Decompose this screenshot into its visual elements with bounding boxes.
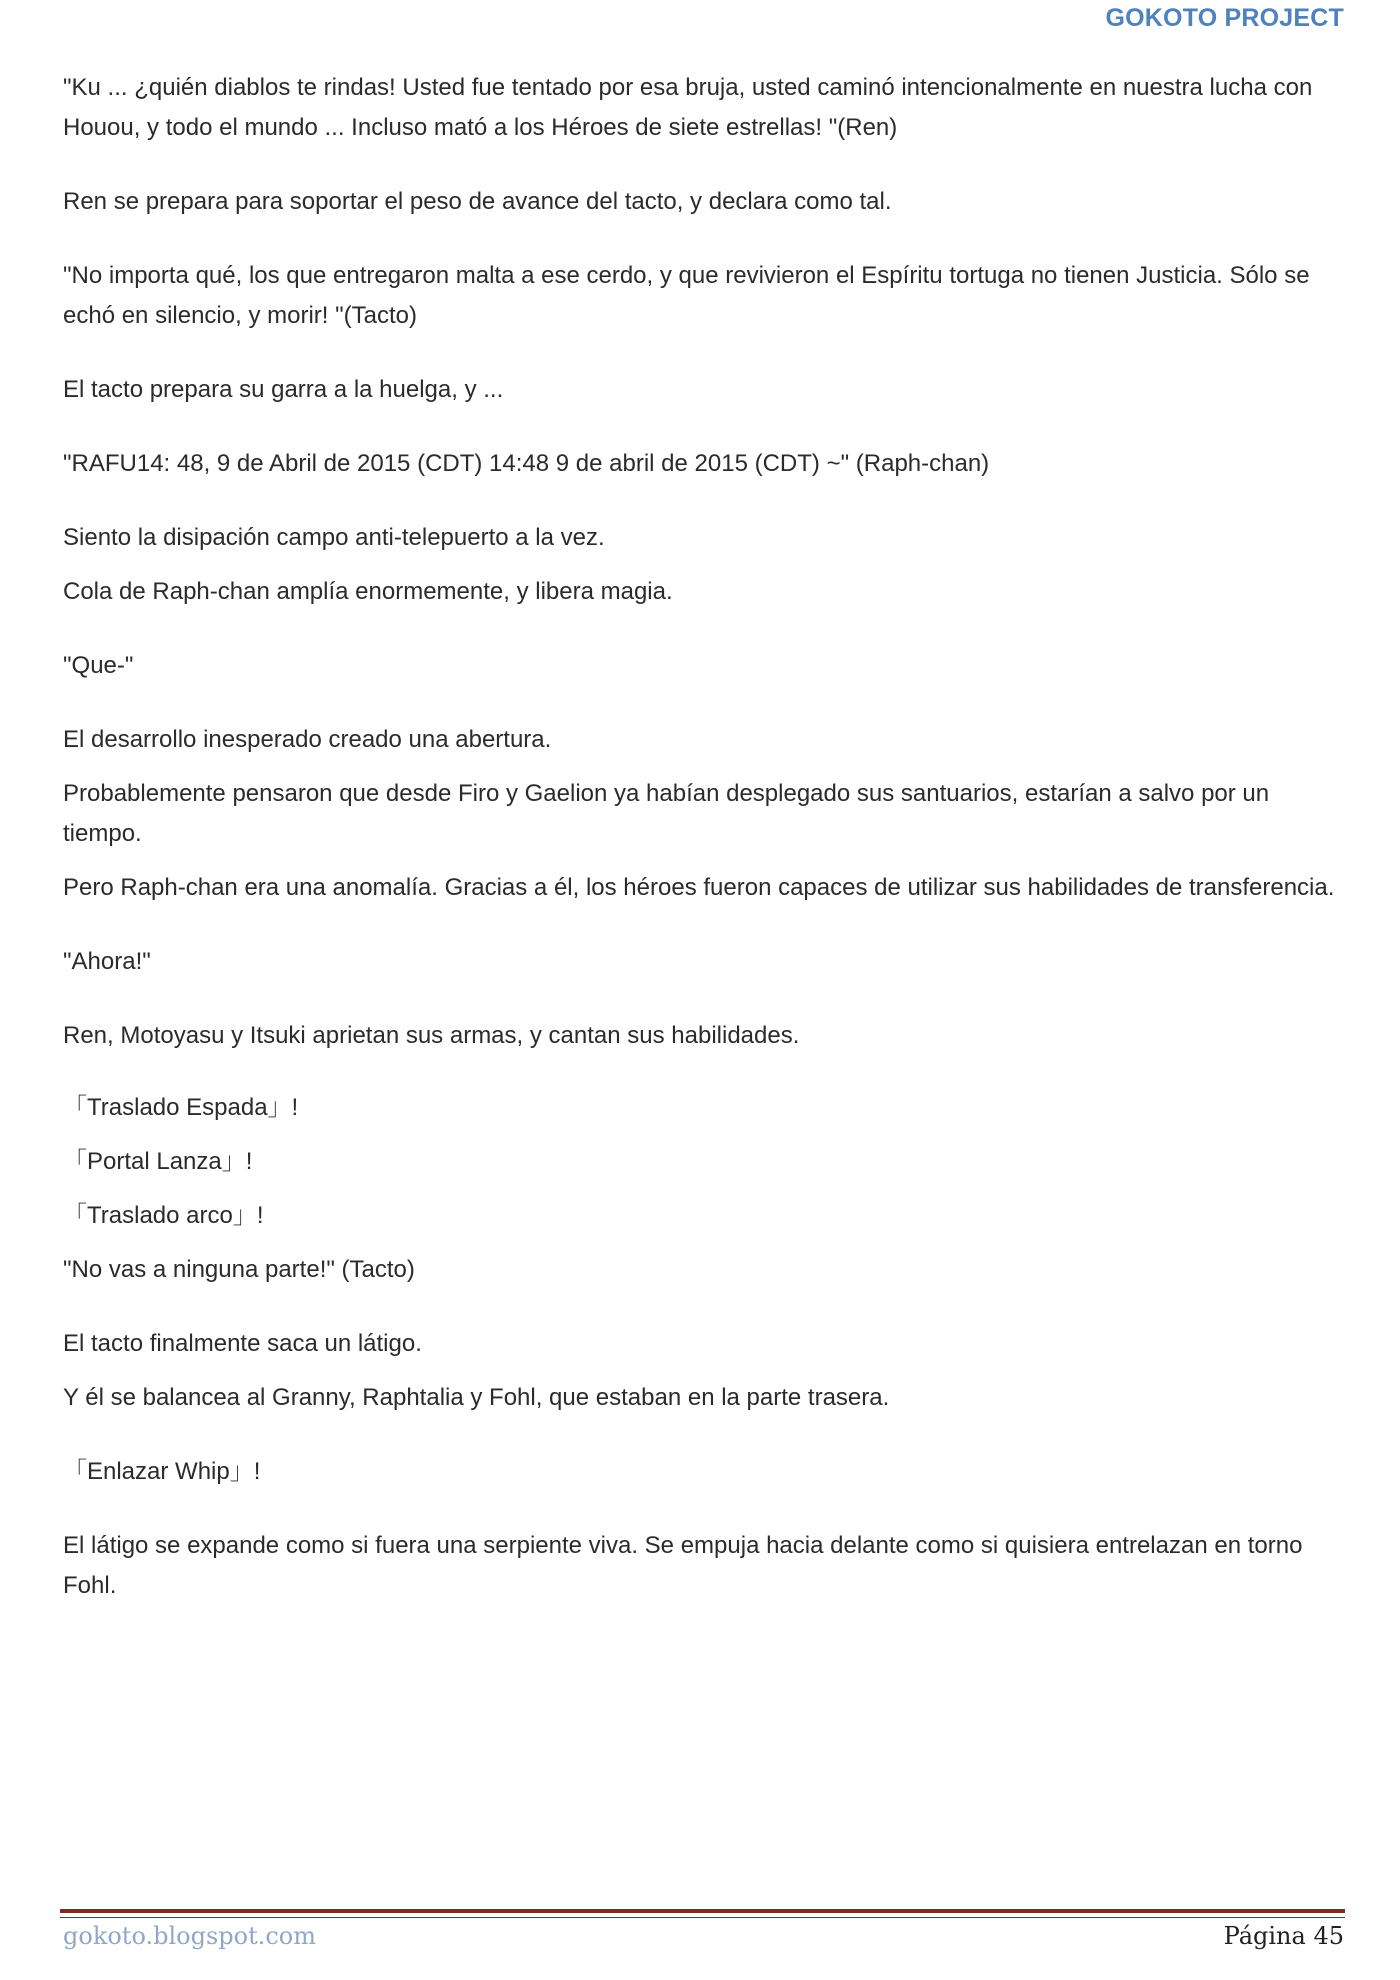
skill-line: 「Traslado arco」! <box>63 1202 264 1229</box>
skill-line: 「Traslado Espada」! <box>63 1094 299 1121</box>
paragraph: "Ahora!" <box>63 948 151 975</box>
paragraph: "No importa qué, los que entregaron malta a ese cerdo, y que revivieron el Espíritu tortuga no tienen Justicia. Sólo se echó en silencio, y morir! "(Tacto) <box>63 262 1310 329</box>
footer-website-link[interactable]: gokoto.blogspot.com <box>63 1922 317 1950</box>
paragraph: Pero Raph-chan era una anomalía. Gracias a él, los héroes fueron capaces de utilizar sus habilidades de transferencia. <box>63 874 1335 901</box>
footer-divider-thick <box>60 1909 1345 1913</box>
paragraph: El látigo se expande como si fuera una serpiente viva. Se empuja hacia delante como si quisiera entrelazan en torno Fohl. <box>63 1532 1303 1599</box>
paragraph: "No vas a ninguna parte!" (Tacto) <box>63 1256 415 1283</box>
skill-line: 「Enlazar Whip」! <box>63 1458 261 1485</box>
paragraph: El desarrollo inesperado creado una abertura. <box>63 726 552 753</box>
paragraph: Y él se balancea al Granny, Raphtalia y Fohl, que estaban en la parte trasera. <box>63 1384 890 1411</box>
paragraph: El tacto prepara su garra a la huelga, y ... <box>63 376 504 403</box>
paragraph: Probablemente pensaron que desde Firo y Gaelion ya habían desplegado sus santuarios, estarían a salvo por un tiempo. <box>63 780 1270 847</box>
footer-divider-thin <box>60 1917 1345 1918</box>
paragraph: Siento la disipación campo anti-telepuerto a la vez. <box>63 524 605 551</box>
paragraph: El tacto finalmente saca un látigo. <box>63 1330 422 1357</box>
paragraph: Ren, Motoyasu y Itsuki aprietan sus armas, y cantan sus habilidades. <box>63 1022 800 1049</box>
paragraph: Ren se prepara para soportar el peso de avance del tacto, y declara como tal. <box>63 188 892 215</box>
paragraph: Cola de Raph-chan amplía enormemente, y libera magia. <box>63 578 673 605</box>
skill-line: 「Portal Lanza」! <box>63 1148 253 1175</box>
page-header-title: GOKOTO PROJECT <box>1105 4 1344 32</box>
paragraph: "RAFU14: 48, 9 de Abril de 2015 (CDT) 14:48 9 de abril de 2015 (CDT) ~" (Raph-chan) <box>63 450 990 477</box>
paragraph: "Ku ... ¿quién diablos te rindas! Usted fue tentado por esa bruja, usted caminó intencionalmente en nuestra lucha con Houou, y todo el mundo ... Incluso mató a los Héroes de siete estrellas! "(Ren) <box>63 74 1313 141</box>
paragraph: "Que-" <box>63 652 134 679</box>
page-number: Página 45 <box>1223 1922 1344 1950</box>
document-body <box>63 68 1343 1606</box>
